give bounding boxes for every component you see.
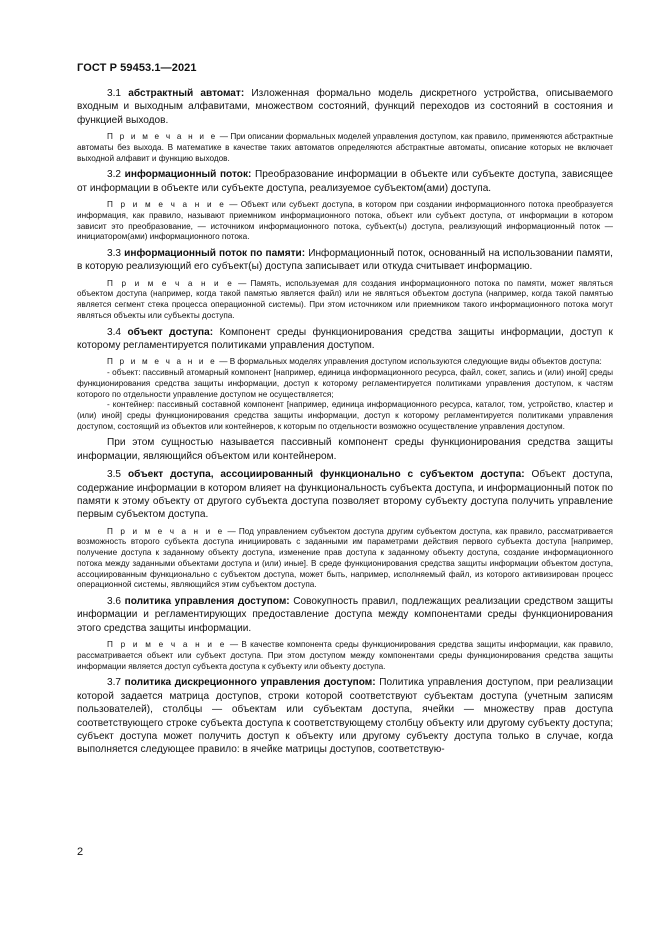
dash: —: [229, 200, 238, 210]
section-number: 3.4: [107, 326, 122, 338]
note-text: При описании формальных моделей управления доступом, как правило, применяются абстрактные автоматы без выхода. В математике в качестве таких автоматов определяются абстрактные автоматы, описание которых не включает выходной алфавит и функцию выходов.: [77, 132, 614, 163]
definition: Преобразование информации в объекте или субъекте доступа, зависящее от информации в объекте или субъекте доступа, реализуемое субъектом(ами) доступа.: [77, 169, 614, 194]
note-label: П р и м е ч а н и е: [107, 640, 227, 650]
note-3-2: [77, 200, 613, 243]
note-3-4-item-container: - контейнер: пассивный составной компонент [например, единица информационного ресурса, каталог, том, устройство, кластер и (или) иной] среды функционирования средства защиты информации, доступ к которому регламентируется политиками управления доступом, состоящий из объектов или контейнеров, к которым по отдельности возможно осуществление управления доступом.: [77, 400, 613, 431]
note-label: П р и м е ч а н и е: [107, 200, 226, 210]
note-text: Память, используемая для создания информационного потока по памяти, может являться объектом доступа (например, когда такой памятью является файл) или не являться объектом доступа (например, когда такой памятью является сегмент стека процесса операционной системы). При этом источником или приемником такого информационного потока могут являться объекты или субъекты доступа.: [77, 278, 613, 320]
section-3-5: [77, 468, 613, 522]
dash: —: [229, 640, 239, 650]
section-number: 3.3: [107, 247, 122, 259]
page-number: 2: [77, 846, 84, 858]
note-3-4-item-object: - объект: пассивный атомарный компонент [например, единица информационного ресурса, файл, сокет, запись и (или) иной] среды функционирования средства защиты информации, доступ к которому регламентируется политиками управления доступом, к частям которого по отдельности управление доступом не осуществляется;: [77, 368, 613, 399]
section-3-4: [77, 326, 613, 353]
definition: Компонент среды функционирования средства защиты информации, доступ к которому регламентируется политиками управления доступом.: [77, 326, 613, 351]
note-3-6: [77, 640, 613, 672]
section-3-1: [77, 87, 613, 127]
note-3-3: [77, 279, 613, 322]
section-3-6: [77, 595, 613, 635]
section-3-4-after: При этом сущностью называется пассивный компонент среды функционирования средства защиты информации, являющийся объектом или контейнером.: [77, 437, 613, 462]
term: объект доступа, ассоциированный функционально с субъектом доступа:: [127, 469, 525, 481]
note-text: В качестве компонента среды функционирования средства защиты информации, как правило, рассматривается объект или субъект доступа. При этом доступом между компонентами среды функционирования средства защиты информации является доступ субъекта доступа к субъекту или объекту доступа.: [77, 640, 614, 671]
definition: Объект доступа, содержание информации в котором влияет на функциональность субъекта доступа, и информационный поток по памяти к этому объекту от другого субъекта доступа позволяет второму субъекту доступа получить управление первым субъектом доступа.: [77, 469, 613, 521]
definition: Политика управления доступом, при реализации которой задается матрица доступов, строки которой соответствуют субъектам доступа (учетным записям пользователей), столбцы — объектам или субъектам доступа, ячейки — множеству прав доступа соответствующего строке субъекта доступа к соответствующему столбцу объекту или другому субъекту доступа; субъект доступа может получить доступ к объекту или другому субъекту доступа только в случае, когда выполняется следующее правило: в ячейке матрицы доступов, соответствую-: [77, 677, 613, 756]
term: абстрактный автомат:: [128, 88, 245, 99]
section-3-7: [77, 676, 613, 756]
document-header: ГОСТ Р 59453.1—2021: [77, 62, 197, 74]
note-3-4: [77, 357, 613, 368]
note-label: П р и м е ч а н и е: [107, 278, 234, 288]
dash: —: [219, 132, 228, 142]
section-number: 3.2: [107, 169, 122, 181]
note-3-5: [77, 527, 613, 591]
section-3-3: [77, 247, 613, 274]
note-text: В формальных моделях управления доступом используются следующие виды объектов доступа:: [229, 357, 602, 367]
note-label: П р и м е ч а н и е: [107, 526, 225, 536]
section-number: 3.6: [107, 595, 122, 607]
section-number: 3.7: [107, 677, 122, 689]
dash: —: [219, 357, 228, 367]
dash: —: [227, 526, 236, 536]
definition: Совокупность правил, подлежащих реализации средством защиты информации и регламентирующих предоставление доступа между компонентами среды функционирования этого средства защиты информации.: [77, 595, 614, 634]
note-text: Под управлением субъектом доступа другим субъектом доступа, как правило, рассматривается возможность второго субъекта доступа инициировать с заданными им параметрами действия первого субъекта доступа [например, получение доступа к заданному объекту доступа, изменение прав доступа к заданному объекту доступа, создание информационного потока между заданными объектами доступа и (или) иные]. В среде функционирования средства защиты информации объектом доступа, ассоциированным функционально с субъектом доступа, может быть, например, исполняемый файл, из которого активизирован процесс операционной системы, являющийся этим субъектом доступа.: [77, 526, 613, 590]
section-number: 3.5: [107, 469, 122, 481]
term: информационный поток:: [124, 169, 252, 181]
term: объект доступа:: [127, 326, 214, 338]
definition: Информационный поток, основанный на использовании памяти, в которую реализующий его субъект(ы) доступа записывает или откуда считывает информацию.: [77, 247, 613, 273]
term: политика управления доступом:: [124, 595, 290, 607]
definition: Изложенная формально модель дискретного устройства, описываемого входным и выходным алфавитами, множеством состояний, функций переходов из состояний в состояния и функцией выходов.: [77, 88, 614, 126]
note-text: Объект или субъект доступа, в котором при создании информационного потока преобразуется информация, как правило, называют приемником информационного потока, объект или субъект доступа, от информации в котором зависит это преобразование, — источником информационного потока, субъект(ы) доступа, реализующий информационный поток — инициатором(ами) информационного потока.: [77, 200, 613, 242]
note-3-1: [77, 132, 613, 164]
note-label: П р и м е ч а н и е: [107, 132, 218, 142]
section-3-2: [77, 168, 613, 195]
document-body: [77, 87, 613, 762]
term: информационный поток по памяти:: [124, 247, 306, 259]
term: политика дискреционного управления доступом:: [124, 677, 376, 689]
section-number: 3.1: [107, 88, 122, 99]
dash: —: [238, 278, 247, 288]
note-label: П р и м е ч а н и е: [107, 357, 217, 367]
